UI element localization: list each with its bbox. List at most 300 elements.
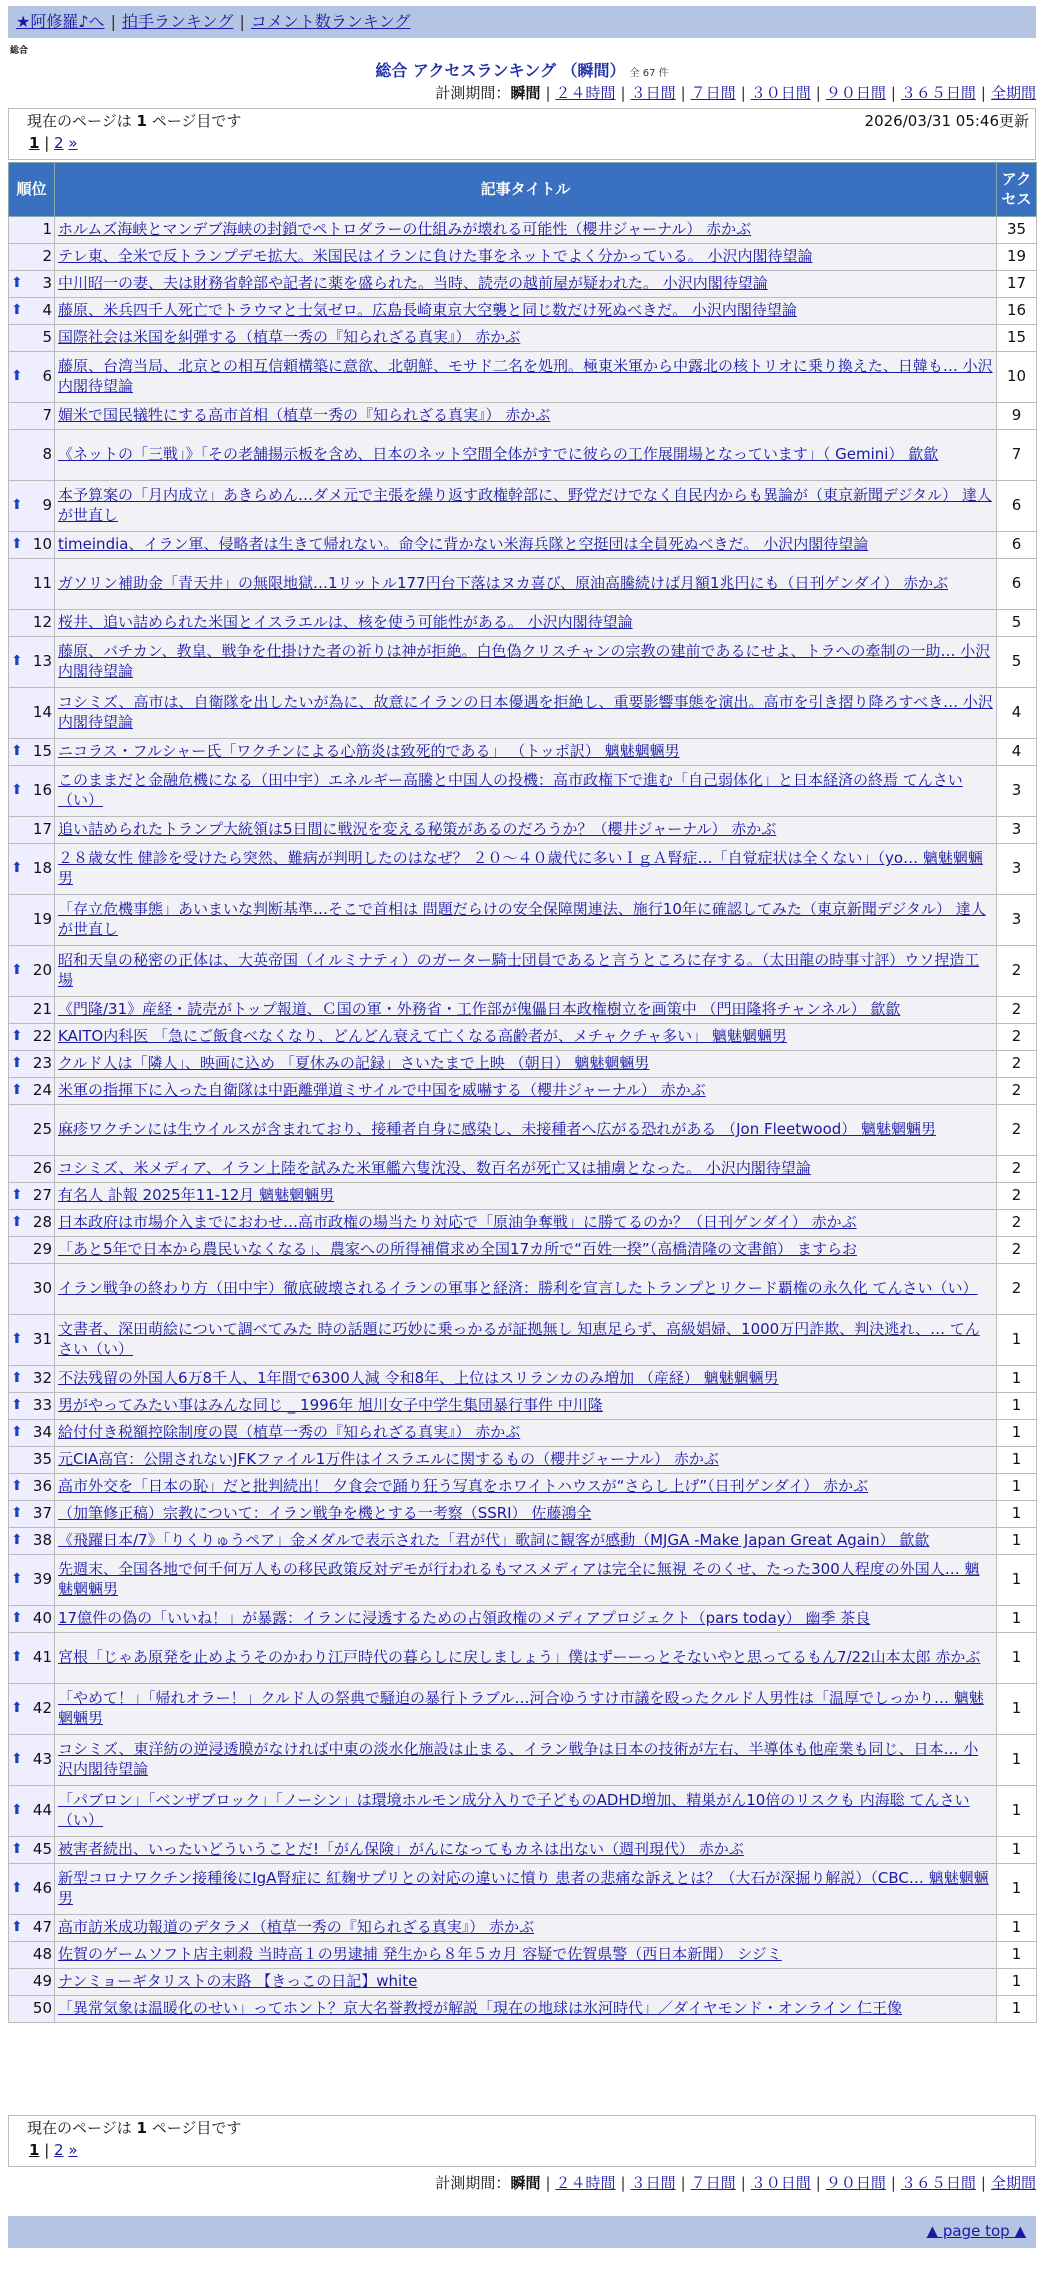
rank-cell (9, 1366, 55, 1393)
table-row (9, 1078, 1037, 1105)
period-label: 計測期間： (435, 84, 511, 102)
page-title-text: 総合 アクセスランキング （瞬間） (375, 61, 626, 80)
article-title-link[interactable]: 被害者続出、いったいどういうことだ!「がん保険」がんになってもカネは出ない（週刊現代） 赤かぶ (58, 1840, 744, 1859)
article-title-link[interactable]: ホルムズ海峡とマンデブ海峡の封鎖でペトロダラーの仕組みが壊れる可能性（櫻井ジャーナル） 赤かぶ (58, 220, 752, 239)
rank-cell (9, 610, 55, 637)
rank-number: 18 (32, 859, 52, 878)
title-cell (55, 817, 997, 844)
page-info-prefix: 現在のページは (27, 112, 132, 130)
article-title-link[interactable]: 国際社会は米国を糾弾する（植草一秀の『知られざる真実』） 赤かぶ (58, 328, 521, 347)
title-cell (55, 997, 997, 1024)
table-row (9, 1051, 1037, 1078)
access-count: 1 (997, 1633, 1037, 1684)
article-title-link[interactable]: 男がやってみたい事はみんな同じ _ 1996年 旭川女子中学生集団暴行事件 中川隆 (58, 1396, 603, 1415)
title-cell (55, 1210, 997, 1237)
rank-number: 24 (32, 1081, 52, 1100)
article-title-link[interactable]: このままだと金融危機になる（田中宇）エネルギー高騰と中国人の投機：高市政権下で進む「自己弱体化」と日本経済の終焉 てんさい（い） (58, 771, 963, 809)
access-count: 1 (997, 1915, 1037, 1942)
table-row (9, 1915, 1037, 1942)
table-row (9, 1315, 1037, 1366)
table-row (9, 1528, 1037, 1555)
access-count: 1 (997, 1606, 1037, 1633)
table-row (9, 1786, 1037, 1837)
access-count: 1 (997, 1684, 1037, 1735)
access-count: 3 (997, 895, 1037, 946)
rank-cell (9, 1474, 55, 1501)
article-title-link[interactable]: 17億件の偽の「いいね！」が暴露：イランに浸透するための占領政権のメディアプロジェクト（pars today） 幽季 茶良 (58, 1609, 871, 1628)
table-header-row (9, 163, 1037, 217)
rank-number: 10 (32, 535, 52, 554)
article-title-link[interactable]: テレ東、全米で反トランプデモ拡大。米国民はイランに負けた事をネットでよく分かっている。 小沢内閣待望論 (58, 247, 813, 266)
rank-up-arrow-icon: ⬆ (11, 1478, 23, 1495)
rank-cell (9, 1633, 55, 1684)
period-selector-top: 計測期間：瞬間 | ２４時間 | ３日間 | ７日間 | ３０日間 | ９０日間 | ３６５日間 | 全期間 (435, 84, 1036, 102)
title-cell (55, 1315, 997, 1366)
page-info-suffix: ページ目です (151, 112, 242, 130)
rank-up-arrow-icon: ⬆ (11, 1919, 23, 1936)
access-count: 4 (997, 739, 1037, 766)
rank-cell (9, 1969, 55, 1996)
article-title-link[interactable]: 給付付き税額控除制度の罠（植草一秀の『知られざる真実』） 赤かぶ (58, 1423, 521, 1442)
article-title-link[interactable]: クルド人は「隣人」、映画に込め 「夏休みの記録」さいたまで上映 （朝日） 魑魅魍魎男 (58, 1054, 650, 1073)
access-count: 2 (997, 1105, 1037, 1156)
total-count: 全 67 件 (629, 68, 669, 79)
period-link-24h[interactable]: ２４時間 (555, 2174, 616, 2192)
table-row (9, 1366, 1037, 1393)
period-link-3d[interactable]: ３日間 (630, 84, 676, 102)
article-title-link[interactable]: 新型コロナワクチン接種後にIgA腎症に 紅麹サプリとの対応の違いに憤り 患者の悲痛な訴えとは？（大石が深掘り解説）（CBC… 魑魅魍魎男 (58, 1869, 989, 1907)
article-title-link[interactable]: 文書者、深田萌絵について調べてみた 時の話題に巧妙に乗っかるが証拠無し 知恵足らず、高級娼婦、1000万円詐欺、判決逃れ、… てんさい（い） (58, 1320, 980, 1358)
next-page-link[interactable]: » (68, 133, 78, 152)
rank-number: 28 (32, 1213, 52, 1232)
access-count: 1 (997, 1837, 1037, 1864)
title-cell (55, 1915, 997, 1942)
access-count: 16 (997, 298, 1037, 325)
rank-number: 15 (32, 742, 52, 761)
table-row (9, 1210, 1037, 1237)
table-row (9, 1969, 1037, 1996)
rank-cell (9, 1078, 55, 1105)
rank-number: 34 (32, 1423, 52, 1442)
table-row (9, 325, 1037, 352)
article-title-link[interactable]: 不法残留の外国人6万8千人、1年間で6300人減 令和8年、上位はスリランカのみ増加 （産経） 魑魅魍魎男 (58, 1369, 779, 1388)
rank-number: 20 (32, 961, 52, 980)
title-cell (55, 1528, 997, 1555)
article-title-link[interactable]: 《ネットの「三戦」》「その老舗揚示板を含め、日本のネット空間全体がすでに彼らの工作展開場となっています」（ Gemini） 歙歙 (58, 445, 939, 464)
access-count: 1 (997, 1420, 1037, 1447)
table-row (9, 1447, 1037, 1474)
rank-up-arrow-icon: ⬆ (11, 1532, 23, 1549)
rank-number: 40 (32, 1609, 52, 1628)
period-link-all[interactable]: 全期間 (990, 2174, 1036, 2192)
rank-up-arrow-icon: ⬆ (11, 860, 23, 877)
title-cell (55, 1051, 997, 1078)
rank-cell (9, 817, 55, 844)
header-title: 記事タイトル (55, 163, 997, 217)
next-page-link[interactable]: » (68, 2140, 78, 2159)
article-title-link[interactable]: 「パブロン」「ベンザブロック」「ノーシン」は環境ホルモン成分入りで子どものADHD増加、精巣がん10倍のリスクも 内海聡 てんさい（い） (58, 1791, 970, 1829)
article-title-link[interactable]: 藤原、米兵四千人死亡でトラウマと士気ゼロ。広島長崎東京大空襲と同じ数だけ死ぬべきだ。 小沢内閣待望論 (58, 301, 797, 320)
rank-cell (9, 325, 55, 352)
article-title-link[interactable]: 「やめて！」「帰れオラー！」クルド人の祭典で騒迫の暴行トラブル…河合ゆうすけ市議を殴ったクルド人男性は「温厚でしっかり… 魑魅魍魎男 (58, 1689, 984, 1727)
rank-up-arrow-icon: ⬆ (11, 1700, 23, 1717)
table-row (9, 1237, 1037, 1264)
rank-number: 6 (42, 367, 52, 386)
rank-number: 31 (32, 1330, 52, 1349)
period-link-7d[interactable]: ７日間 (690, 84, 736, 102)
title-cell (55, 844, 997, 895)
title-cell (55, 1474, 997, 1501)
access-count: 2 (997, 1264, 1037, 1315)
period-link-7d[interactable]: ７日間 (690, 2174, 736, 2192)
rank-cell (9, 1183, 55, 1210)
rank-number: 9 (42, 496, 52, 515)
rank-up-arrow-icon: ⬆ (11, 1841, 23, 1858)
rank-number: 4 (42, 301, 52, 320)
table-row (9, 1633, 1037, 1684)
title-cell (55, 1684, 997, 1735)
title-cell (55, 1837, 997, 1864)
article-title-link[interactable]: 「あと5年で日本から農民いなくなる」、農家への所得補償求め全国17カ所で“百姓一揆”（高橋清隆の文書館） ますらお (58, 1240, 857, 1259)
article-title-link[interactable]: 高市外交を「日本の恥」だと批判続出！ 夕食会で踊り狂う写真をホワイトハウスが“さらし上げ”（日刊ゲンダイ） 赤かぶ (58, 1477, 869, 1496)
page-info-bottom (27, 2119, 1017, 2139)
rank-cell (9, 1024, 55, 1051)
period-link-365d[interactable]: ３６５日間 (900, 84, 976, 102)
rank-cell (9, 217, 55, 244)
title-cell (55, 325, 997, 352)
article-title-link[interactable]: KAITO内科医 「急にご飯食べなくなり、どんどん衰えて亡くなる高齢者が、メチャクチャ多い」 魑魅魍魎男 (58, 1027, 787, 1046)
access-count: 2 (997, 1024, 1037, 1051)
rank-up-arrow-icon: ⬆ (11, 1082, 23, 1099)
title-cell (55, 1024, 997, 1051)
article-title-link[interactable]: 「異常気象は温暖化のせい」ってホント？京大名誉教授が解説「現在の地球は氷河時代」／ダイヤモンド・オンライン 仁王像 (58, 1999, 903, 2018)
page-info-current: 1 (136, 2119, 147, 2137)
period-link-3d[interactable]: ３日間 (630, 2174, 676, 2192)
access-count: 1 (997, 1786, 1037, 1837)
title-cell (55, 739, 997, 766)
rank-cell (9, 1315, 55, 1366)
rank-number: 46 (32, 1879, 52, 1898)
access-count: 2 (997, 1156, 1037, 1183)
table-row (9, 532, 1037, 559)
title-cell (55, 1078, 997, 1105)
updated-time: 2026/03/31 05:46更新 (864, 112, 1029, 130)
article-title-link[interactable]: ガソリン補助金「青天井」の無限地獄…1リットル177円台下落はヌカ喜び、原油高騰続けば月額1兆円にも（日刊ゲンダイ） 赤かぶ (58, 574, 949, 593)
rank-number: 2 (42, 247, 52, 266)
access-count: 1 (997, 1735, 1037, 1786)
rank-number: 25 (32, 1120, 52, 1139)
page-link-1[interactable]: 1 (29, 2140, 40, 2159)
access-count: 6 (997, 481, 1037, 532)
article-title-link[interactable]: ２８歳女性 健診を受けたら突然、難病が判明したのはなぜ？ ２０～４０歳代に多いＩｇＡ腎症…「自覚症状は全くない」（yo… 魑魅魍魎男 (58, 849, 983, 887)
title-cell (55, 637, 997, 688)
access-count: 2 (997, 1183, 1037, 1210)
title-cell (55, 1969, 997, 1996)
pagination-top (8, 108, 1036, 160)
rank-up-arrow-icon: ⬆ (11, 1055, 23, 1072)
title-cell (55, 1393, 997, 1420)
title-cell (55, 1183, 997, 1210)
rank-cell (9, 559, 55, 610)
article-title-link[interactable]: 藤原、バチカン、教皇、戦争を仕掛けた者の祈りは神が拒絶。白色偽クリスチャンの宗教の建前であるにせよ、トラへの牽制の一助… 小沢内閣待望論 (58, 642, 991, 680)
rank-up-arrow-icon: ⬆ (11, 1571, 23, 1588)
rank-number: 16 (32, 781, 52, 800)
rank-cell (9, 1864, 55, 1915)
title-cell (55, 481, 997, 532)
title-cell (55, 430, 997, 481)
bottom-bar (8, 2216, 1036, 2248)
title-cell (55, 688, 997, 739)
rank-up-arrow-icon: ⬆ (11, 1214, 23, 1231)
access-count: 3 (997, 817, 1037, 844)
title-cell (55, 1864, 997, 1915)
table-row (9, 430, 1037, 481)
period-label: 計測期間： (435, 2174, 511, 2192)
rank-number: 5 (42, 328, 52, 347)
period-selector-bottom: 計測期間：瞬間 | ２４時間 | ３日間 | ７日間 | ３０日間 | ９０日間 | ３６５日間 | 全期間 (435, 2174, 1036, 2192)
title-cell (55, 298, 997, 325)
rank-up-arrow-icon: ⬆ (11, 497, 23, 514)
period-link-90d[interactable]: ９０日間 (825, 2174, 886, 2192)
article-title-link[interactable]: コシミズ、東洋紡の逆浸透膜がなければ中東の淡水化施設は止まる、イラン戦争は日本の技術が左右、半導体も他産業も同じ、日本… 小沢内閣待望論 (58, 1740, 979, 1778)
title-cell (55, 1786, 997, 1837)
rank-cell (9, 481, 55, 532)
ranking-table (8, 162, 1037, 2023)
page-link-2[interactable]: 2 (54, 2140, 64, 2159)
table-row (9, 739, 1037, 766)
article-title-link[interactable]: 《門隆/31》産経・読売がトップ報道、Ｃ国の軍・外務省・工作部が傀儡日本政権樹立を画策中 （門田隆将チャンネル） 歙歙 (58, 1000, 901, 1019)
ranking-rows (9, 217, 1037, 2023)
article-title-link[interactable]: ナンミョーギタリストの末路 【きっこの日記】white (58, 1972, 418, 1991)
access-count: 2 (997, 1078, 1037, 1105)
rank-cell (9, 1237, 55, 1264)
access-count: 1 (997, 1942, 1037, 1969)
rank-up-arrow-icon: ⬆ (11, 302, 23, 319)
access-count: 1 (997, 1969, 1037, 1996)
period-link-all[interactable]: 全期間 (990, 84, 1036, 102)
rank-up-arrow-icon: ⬆ (11, 962, 23, 979)
page-link-1[interactable]: 1 (29, 133, 40, 152)
rank-number: 29 (32, 1240, 52, 1259)
table-row (9, 1606, 1037, 1633)
article-title-link[interactable]: 昭和天皇の秘密の正体は、大英帝国（イルミナティ）のガーター騎士団員であると言うところに存する。（太田龍の時事寸評）ウソ捏造工場 (58, 951, 980, 989)
rank-cell (9, 1105, 55, 1156)
access-count: 2 (997, 946, 1037, 997)
rank-up-arrow-icon: ⬆ (11, 1751, 23, 1768)
page-info-suffix: ページ目です (151, 2119, 242, 2137)
page-links: 1 | 2 » (29, 133, 78, 152)
title-cell (55, 1942, 997, 1969)
rank-cell (9, 1942, 55, 1969)
rank-cell (9, 271, 55, 298)
rank-cell (9, 739, 55, 766)
rank-cell (9, 1210, 55, 1237)
rank-up-arrow-icon: ⬆ (11, 368, 23, 385)
rank-up-arrow-icon: ⬆ (11, 1424, 23, 1441)
page-info-current: 1 (136, 112, 147, 130)
title-cell (55, 559, 997, 610)
period-link-365d[interactable]: ３６５日間 (900, 2174, 976, 2192)
access-count: 5 (997, 610, 1037, 637)
rank-up-arrow-icon: ⬆ (11, 1649, 23, 1666)
period-current: 瞬間 (510, 2174, 541, 2192)
article-title-link[interactable]: 高市訪米成功報道のデタラメ（植草一秀の『知られざる真実』） 赤かぶ (58, 1918, 535, 1937)
rank-cell (9, 1501, 55, 1528)
rank-number: 33 (32, 1396, 52, 1415)
article-title-link[interactable]: ニコラス・フルシャー氏「ワクチンによる心筋炎は致死的である」 （トッポ訳） 魑魅魍魎男 (58, 742, 680, 761)
article-title-link[interactable]: コシミズ、高市は、自衛隊を出したいが為に、故意にイランの日本優遇を拒絶し、重要影響事態を演出。高市を引き摺り降ろすべき… 小沢内閣待望論 (58, 693, 993, 731)
access-count: 2 (997, 997, 1037, 1024)
rank-cell (9, 844, 55, 895)
article-title-link[interactable]: 「存立危機事態」あいまいな判断基準…そこで首相は 問題だらけの安全保障関連法、施行10年に確認してみた（東京新聞デジタル） 達人が世直し (58, 900, 986, 938)
rank-number: 21 (32, 1000, 52, 1019)
title-cell (55, 1606, 997, 1633)
rank-number: 27 (32, 1186, 52, 1205)
rank-up-arrow-icon: ⬆ (11, 653, 23, 670)
top-nav-bar: ★阿修羅♪へ | 拍手ランキング | コメント数ランキング (8, 6, 1036, 38)
title-cell (55, 1366, 997, 1393)
title-cell (55, 352, 997, 403)
rank-cell (9, 1735, 55, 1786)
rank-up-arrow-icon: ⬆ (11, 1370, 23, 1387)
title-cell (55, 895, 997, 946)
title-cell (55, 766, 997, 817)
rank-number: 8 (42, 445, 52, 464)
title-cell (55, 1735, 997, 1786)
rank-cell (9, 403, 55, 430)
rank-up-arrow-icon: ⬆ (11, 782, 23, 799)
rank-number: 45 (32, 1840, 52, 1859)
title-cell (55, 1105, 997, 1156)
table-row (9, 1474, 1037, 1501)
article-title-link[interactable]: 媚米で国民犠牲にする高市首相（植草一秀の『知られざる真実』） 赤かぶ (58, 406, 551, 425)
table-row (9, 1264, 1037, 1315)
rank-number: 30 (32, 1279, 52, 1298)
article-title-link[interactable]: timeindia、イラン軍、侵略者は生きて帰れない。命令に背かない米海兵隊と空挺団は全員死ぬべきだ。 小沢内閣待望論 (58, 535, 869, 554)
applause-ranking-link[interactable]: 拍手ランキング (121, 12, 234, 31)
category-label: 総合 (10, 46, 29, 56)
access-count: 1 (997, 1555, 1037, 1606)
article-title-link[interactable]: 米軍の指揮下に入った自衛隊は中距離弾道ミサイルで中国を威嚇する（櫻井ジャーナル） 赤かぶ (58, 1081, 706, 1100)
page-link-2[interactable]: 2 (54, 133, 64, 152)
table-row (9, 1735, 1037, 1786)
article-title-link[interactable]: 元CIA高官：公開されないJFKファイル1万件はイスラエルに関するもの（櫻井ジャーナル） 赤かぶ (58, 1450, 719, 1469)
home-link[interactable]: ★阿修羅♪へ (16, 12, 105, 31)
rank-number: 39 (32, 1570, 52, 1589)
table-row (9, 610, 1037, 637)
comment-ranking-link[interactable]: コメント数ランキング (250, 12, 411, 31)
page-links-bottom: 1 | 2 » (29, 2140, 78, 2159)
access-count: 7 (997, 430, 1037, 481)
article-title-link[interactable]: 本予算案の「月内成立」あきらめん…ダメ元で主張を繰り返す政権幹部に、野党だけでなく自民内からも異論が（東京新聞デジタル） 達人が世直し (58, 486, 992, 524)
rank-cell (9, 1606, 55, 1633)
rank-cell (9, 1393, 55, 1420)
title-cell (55, 217, 997, 244)
rank-cell (9, 1447, 55, 1474)
rank-number: 19 (32, 910, 52, 929)
article-title-link[interactable]: 《飛躍日本/7》「りくりゅうペア」金メダルで表示された「君が代」歌詞に観客が感動（MJGA -Make Japan Great Again） 歙歙 (58, 1531, 930, 1550)
header-rank: 順位 (9, 163, 55, 217)
period-link-30d[interactable]: ３０日間 (750, 2174, 811, 2192)
rank-number: 38 (32, 1531, 52, 1550)
article-title-link[interactable]: 中川昭一の妻、夫は財務省幹部や記者に薬を盛られた。当時、読売の越前屋が疑われた。 小沢内閣待望論 (58, 274, 768, 293)
access-count: 15 (997, 325, 1037, 352)
rank-cell (9, 688, 55, 739)
rank-number: 50 (32, 1999, 52, 2018)
rank-up-arrow-icon: ⬆ (11, 1331, 23, 1348)
rank-number: 1 (42, 220, 52, 239)
title-cell (55, 1996, 997, 2023)
title-cell (55, 1420, 997, 1447)
rank-up-arrow-icon: ⬆ (11, 743, 23, 760)
article-title-link[interactable]: 藤原、台湾当局、北京との相互信頼構築に意欲、北朝鮮、モサド二名を処刑。極東米軍から中露北の核トリオに乗り換えた、日韓も… 小沢内閣待望論 (58, 357, 993, 395)
rank-cell (9, 1051, 55, 1078)
page-info-prefix: 現在のページは (27, 2119, 132, 2137)
rank-number: 37 (32, 1504, 52, 1523)
title-cell (55, 946, 997, 997)
rank-up-arrow-icon: ⬆ (11, 536, 23, 553)
rank-number: 42 (32, 1699, 52, 1718)
article-title-link[interactable]: 桜井、追い詰められた米国とイスラエルは、核を使う可能性がある。 小沢内閣待望論 (58, 613, 633, 632)
access-count: 4 (997, 688, 1037, 739)
rank-number: 48 (32, 1945, 52, 1964)
table-row (9, 244, 1037, 271)
rank-cell (9, 1555, 55, 1606)
rank-number: 3 (42, 274, 52, 293)
period-link-90d[interactable]: ９０日間 (825, 84, 886, 102)
access-count: 5 (997, 637, 1037, 688)
rank-number: 47 (32, 1918, 52, 1937)
access-count: 1 (997, 1366, 1037, 1393)
table-row (9, 1420, 1037, 1447)
article-title-link[interactable]: 有名人 訃報 2025年11-12月 魑魅魍魎男 (58, 1186, 335, 1205)
rank-up-arrow-icon: ⬆ (11, 1880, 23, 1897)
table-row (9, 1393, 1037, 1420)
rank-number: 13 (32, 652, 52, 671)
table-row (9, 1684, 1037, 1735)
article-title-link[interactable]: イラン戦争の終わり方（田中宇）徹底破壊されるイランの軍事と経済：勝利を宣言したトランプとリクード覇権の永久化 てんさい（い） (58, 1279, 978, 1298)
article-title-link[interactable]: 佐賀のゲームソフト店主刺殺 当時高１の男逮捕 発生から８年５カ月 容疑で佐賀県警（西日本新聞） シジミ (58, 1945, 782, 1964)
table-row (9, 817, 1037, 844)
title-cell (55, 610, 997, 637)
page-top-link[interactable]: ▲ page top ▲ (926, 2222, 1026, 2240)
access-count: 1 (997, 1864, 1037, 1915)
period-link-24h[interactable]: ２４時間 (555, 84, 616, 102)
title-cell (55, 244, 997, 271)
access-count: 2 (997, 1210, 1037, 1237)
table-row (9, 298, 1037, 325)
article-title-link[interactable]: 日本政府は市場介入までにおわせ…高市政権の場当たり対応で「原油争奪戦」に勝てるのか？（日刊ゲンダイ） 赤かぶ (58, 1213, 857, 1232)
article-title-link[interactable]: 追い詰められたトランプ大統領は5日間に戦況を変える秘策があるのだろうか？（櫻井ジャーナル） 赤かぶ (58, 820, 777, 839)
rank-cell (9, 997, 55, 1024)
rank-number: 14 (32, 703, 52, 722)
article-title-link[interactable]: 麻疹ワクチンには生ウイルスが含まれており、接種者自身に感染し、未接種者へ広がる恐れがある （Jon Fleetwood） 魑魅魍魎男 (58, 1120, 937, 1139)
article-title-link[interactable]: （加筆修正稿）宗教について：イラン戦争を機とする一考察（SSRI） 佐藤鴻全 (58, 1504, 592, 1523)
table-row (9, 1864, 1037, 1915)
table-row (9, 1183, 1037, 1210)
rank-cell (9, 946, 55, 997)
period-link-30d[interactable]: ３０日間 (750, 84, 811, 102)
rank-cell (9, 1837, 55, 1864)
rank-up-arrow-icon: ⬆ (11, 1802, 23, 1819)
article-title-link[interactable]: コシミズ、米メディア、イラン上陸を試みた米軍艦六隻沈没、数百名が死亡又は捕虜となった。 小沢内閣待望論 (58, 1159, 811, 1178)
table-row (9, 1555, 1037, 1606)
table-row (9, 559, 1037, 610)
article-title-link[interactable]: 先週末、全国各地で何千何万人もの移民政策反対デモが行われるもマスメディアは完全に無視 そのくせ、たった300人程度の外国人… 魑魅魍魎男 (58, 1560, 980, 1598)
access-count: 6 (997, 532, 1037, 559)
article-title-link[interactable]: 宮根「じゃあ原発を止めようそのかわり江戸時代の暮らしに戻しましょう」僕はずーーっとそないやと思ってるもん7/22山本太郎 赤かぶ (58, 1648, 981, 1667)
rank-cell (9, 895, 55, 946)
